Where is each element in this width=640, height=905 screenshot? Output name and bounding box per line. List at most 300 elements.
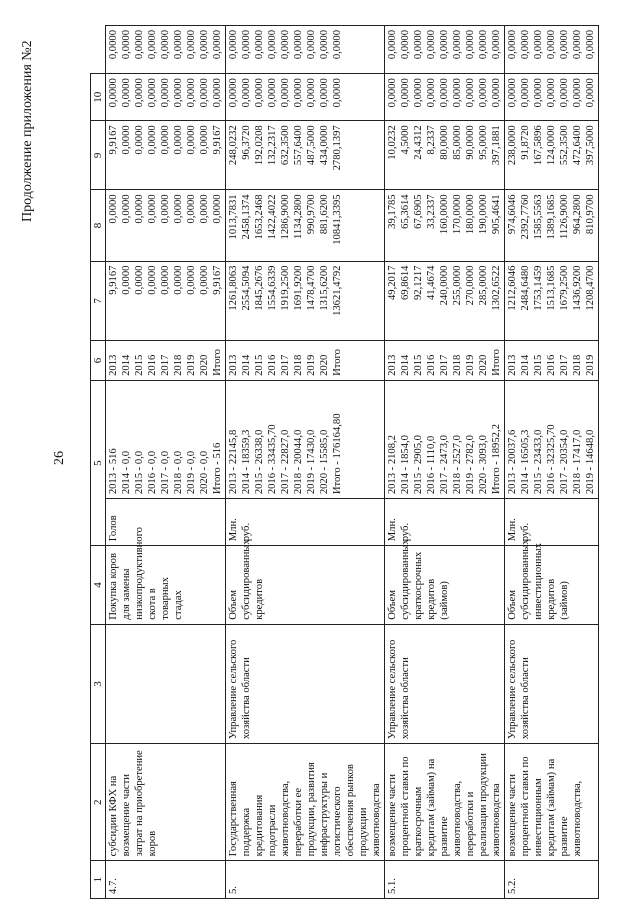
total-funding-value: 9,9167 [108,265,119,295]
total-funding-value: 1212,6046 [507,265,518,311]
years-value: 2017 [280,354,291,376]
federal-budget-value: 1422,4022 [267,194,278,240]
local-budget-value: 0,0000 [452,78,463,108]
other-sources-value: 0,0000 [520,30,531,60]
executor [106,624,226,743]
local-budget-value: 0,0000 [400,78,411,108]
years-value: 2018 [293,354,304,376]
target-values-value: 2014 - 18359,3 [241,429,252,495]
table-row [106,26,226,899]
years-value: 2019 [306,354,317,376]
target-values-value: 2017 - 2473,0 [439,435,450,495]
total-funding-value: 1261,8063 [228,265,239,311]
other-sources-value: 0,0000 [293,30,304,60]
federal-budget-value: 0,0000 [134,194,145,224]
regional-budget-value: 557,6400 [293,125,304,166]
years-value: 2015 [413,354,424,376]
local-budget [226,74,385,121]
page-number: 26 [52,451,67,465]
years-value: 2014 [121,354,132,376]
federal-budget-value: 67,6905 [413,194,424,229]
federal-budget-value: 1389,1685 [546,194,557,240]
federal-budget-value: 1013,7831 [228,194,239,240]
column-number-6: 6 [91,341,106,381]
total-funding-value: 2484,6480 [520,265,531,311]
regional-budget-value: 248,0232 [228,125,239,166]
unit: Млн. руб. [226,499,385,546]
target-values-value: 2018 - 20044,0 [293,429,304,495]
total-funding-value: 285,0000 [478,265,489,306]
column-number-1: 1 [91,861,106,899]
local-budget-value: 0,0000 [186,78,197,108]
other-sources-value: 0,0000 [332,30,343,60]
other-sources-value: 0,0000 [173,30,184,60]
total-funding-value: 0,0000 [121,265,132,295]
other-sources-value: 0,0000 [147,30,158,60]
years-value: 2015 [254,354,265,376]
years-value: 2019 [585,354,596,376]
regional-budget-value: 0,0000 [134,125,145,155]
regional-budget-value: 238,0000 [507,125,518,166]
other-sources-value: 0,0000 [387,30,398,60]
other-sources-value: 0,0000 [267,30,278,60]
total-funding-value: 1554,6339 [267,265,278,311]
years-value: 2014 [520,354,531,376]
years-value: 2014 [400,354,411,376]
executor: Управление сельского хозяйства области [505,624,599,743]
federal-budget-value: 65,3614 [400,194,411,229]
local-budget-value: 0,0000 [572,78,583,108]
total-funding-value: 1315,6200 [319,265,330,311]
total-funding-value: 1478,4700 [306,265,317,311]
other-sources [226,26,385,74]
regional-budget-value: 80,0000 [439,125,450,160]
other-sources-value: 0,0000 [228,30,239,60]
years-value: 2018 [572,354,583,376]
local-budget [385,74,505,121]
years [226,341,385,381]
local-budget-value: 0,0000 [559,78,570,108]
row-number: 5. [226,861,385,899]
target-values-value: 2013 - 22145,8 [228,429,239,495]
federal-budget-value: 190,0000 [478,194,489,235]
federal-budget-value: 0,0000 [108,194,119,224]
target-values-value: 2019 - 0,0 [186,450,197,495]
federal-budget [385,190,505,261]
federal-budget-value: 2392,7760 [520,194,531,240]
other-sources-value: 0,0000 [134,30,145,60]
target-values [106,380,226,498]
target-values-value: 2013 - 516 [108,448,119,495]
local-budget-value: 0,0000 [520,78,531,108]
total-funding-value: 1679,2500 [559,265,570,311]
total-funding-value: 1919,2500 [280,265,291,311]
total-funding-value: 270,0000 [465,265,476,306]
federal-budget-value: 1134,2800 [293,194,304,240]
target-values-value: 2019 - 2782,0 [465,435,476,495]
program-table [90,25,599,899]
federal-budget-value: 0,0000 [121,194,132,224]
regional-budget-value: 4,5000 [400,125,411,155]
regional-budget-value: 90,0000 [465,125,476,160]
measure-name: Государственная поддержка кредитования подотрасли животноводства, переработки ее продукции, развития инфраструктуры и логистического обеспечения рынков продукции животноводства [226,744,385,861]
regional-budget-value: 91,8720 [520,125,531,160]
local-budget-value: 0,0000 [134,78,145,108]
total-funding-value: 1691,9200 [293,265,304,311]
federal-budget [505,190,599,261]
other-sources-value: 0,0000 [319,30,330,60]
regional-budget-value: 434,0000 [319,125,330,166]
total-funding-value: 69,8614 [400,265,411,301]
target-values-value: 2014 - 1854,0 [400,435,411,495]
regional-budget-value: 0,0000 [160,125,171,155]
row-number: 5.1. [385,861,505,899]
years-value: 2016 [426,354,437,376]
total-funding-value: 1753,1459 [533,265,544,311]
column-number-row [91,26,106,899]
row-number: 4.7. [106,861,226,899]
target-values-value: 2017 - 22827,0 [280,429,291,495]
regional-budget-value: 0,0000 [121,125,132,155]
indicator: Объем субсидированных краткосрочных кредитов (займов) [385,546,505,625]
years-value: 2018 [173,354,184,376]
local-budget-value: 0,0000 [491,78,502,108]
regional-budget [385,121,505,190]
years-value: 2015 [533,354,544,376]
total-funding-value: 49,2017 [387,265,398,301]
federal-budget-value: 0,0000 [186,194,197,224]
appendix-continuation-title: Продолжение приложения №2 [20,40,35,222]
years-value: 2013 [228,354,239,376]
column-number-9: 9 [91,121,106,190]
regional-budget-value: 0,0000 [147,125,158,155]
total-funding-value: 1208,4700 [585,265,596,311]
other-sources-value: 0,0000 [199,30,210,60]
local-budget-value: 0,0000 [478,78,489,108]
local-budget-value: 0,0000 [319,78,330,108]
local-budget-value: 0,0000 [465,78,476,108]
local-budget [106,74,226,121]
executor: Управление сельского хозяйства области [385,624,505,743]
regional-budget-value: 9,9167 [212,125,223,155]
total-funding-value: 240,0000 [439,265,450,306]
target-values-value: 2015 - 26338,0 [254,429,265,495]
regional-budget-value: 132,2317 [267,125,278,166]
local-budget-value: 0,0000 [332,78,343,108]
other-sources-value: 0,0000 [533,30,544,60]
local-budget-value: 0,0000 [199,78,210,108]
row-number: 5.2. [505,861,599,899]
regional-budget-value: 472,6400 [572,125,583,166]
years [385,341,505,381]
years-value: 2013 [387,354,398,376]
target-values-value: Итого - 516 [212,442,223,495]
federal-budget-value: 810,9700 [585,194,596,235]
local-budget-value: 0,0000 [413,78,424,108]
other-sources-value: 0,0000 [186,30,197,60]
target-values-value: 2019 - 14648,0 [585,429,596,495]
federal-budget-value: 964,2800 [572,194,583,235]
years-value: 2020 [478,354,489,376]
regional-budget-value: 24,4312 [413,125,424,160]
federal-budget-value: 0,0000 [160,194,171,224]
target-values-value: 2014 - 16505,3 [520,429,531,495]
total-funding-value: 9,9167 [212,265,223,295]
other-sources-value: 0,0000 [491,30,502,60]
other-sources-value: 0,0000 [241,30,252,60]
column-number-8: 8 [91,190,106,261]
local-budget-value: 0,0000 [306,78,317,108]
regional-budget-value: 192,0208 [254,125,265,166]
regional-budget-value: 2780,1397 [332,125,343,171]
regional-budget-value: 0,0000 [173,125,184,155]
regional-budget-value: 397,5000 [585,125,596,166]
total-funding [226,261,385,341]
other-sources-value: 0,0000 [306,30,317,60]
local-budget-value: 0,0000 [241,78,252,108]
regional-budget-value: 9,9167 [108,125,119,155]
target-values-value: 2013 - 20037,6 [507,429,518,495]
regional-budget-value: 95,0000 [478,125,489,160]
other-sources-value: 0,0000 [212,30,223,60]
target-values-value: 2018 - 2527,0 [452,435,463,495]
local-budget-value: 0,0000 [121,78,132,108]
target-values-value: 2019 - 17430,0 [306,429,317,495]
regional-budget [106,121,226,190]
total-funding-value: 1302,6522 [491,265,502,311]
regional-budget-value: 487,5000 [306,125,317,166]
table-row [385,26,505,899]
other-sources-value: 0,0000 [254,30,265,60]
other-sources [106,26,226,74]
target-values-value: 2018 - 17417,0 [572,429,583,495]
years-value: Итого [491,349,502,376]
regional-budget-value: 167,5896 [533,125,544,166]
unit: Голов [106,499,226,546]
target-values-value: 2016 - 33435,70 [267,424,278,495]
federal-budget-value: 0,0000 [147,194,158,224]
total-funding [385,261,505,341]
measure-name: возмещение части процентной ставки по краткосрочным кредитам (займам) на развитие животноводства, переработки и реализации продукции животноводства [385,744,505,861]
total-funding-value: 92,1217 [413,265,424,301]
local-budget-value: 0,0000 [212,78,223,108]
target-values [505,380,599,498]
target-values-value: 2016 - 1110,0 [426,435,437,495]
federal-budget-value: 160,0000 [439,194,450,235]
other-sources-value: 0,0000 [108,30,119,60]
regional-budget-value: 8,2337 [426,125,437,155]
regional-budget-value: 85,0000 [452,125,463,160]
total-funding-value: 1513,1685 [546,265,557,311]
federal-budget [226,190,385,261]
federal-budget-value: 1126,9000 [559,194,570,240]
target-values-value: 2017 - 20354,0 [559,429,570,495]
other-sources-value: 0,0000 [439,30,450,60]
column-number-2: 2 [91,744,106,861]
local-budget-value: 0,0000 [267,78,278,108]
regional-budget-value: 632,3500 [280,125,291,166]
years-value: 2016 [147,354,158,376]
local-budget-value: 0,0000 [147,78,158,108]
other-sources [505,26,599,74]
years-value: 2017 [559,354,570,376]
measure-name: субсидии КФХ на возмещение части затрат на приобретение коров [106,744,226,861]
years-value: 2016 [267,354,278,376]
target-values-value: 2020 - 3093,0 [478,435,489,495]
federal-budget-value: 0,0000 [199,194,210,224]
local-budget-value: 0,0000 [387,78,398,108]
local-budget-value: 0,0000 [293,78,304,108]
years-value: 2019 [465,354,476,376]
regional-budget-value: 124,0000 [546,125,557,166]
local-budget-value: 0,0000 [426,78,437,108]
years-value: 2016 [546,354,557,376]
other-sources-value: 0,0000 [507,30,518,60]
unit: Млн. руб. [505,499,599,546]
other-sources-value: 0,0000 [559,30,570,60]
other-sources-value: 0,0000 [426,30,437,60]
years-value: 2020 [319,354,330,376]
target-values-value: 2015 - 0,0 [134,450,145,495]
years-value: 2020 [199,354,210,376]
federal-budget-value: 990,9700 [306,194,317,235]
local-budget-value: 0,0000 [160,78,171,108]
target-values-value: Итого - 18952,2 [491,424,502,495]
total-funding-value: 255,0000 [452,265,463,306]
years-value: Итого [332,349,343,376]
total-funding-value: 13621,4792 [332,265,343,316]
target-values [385,380,505,498]
federal-budget-value: 2458,1374 [241,194,252,240]
regional-budget-value: 397,1881 [491,125,502,166]
target-values-value: 2018 - 0,0 [173,450,184,495]
target-values-value: 2020 - 15585,0 [319,429,330,495]
federal-budget-value: 974,6046 [507,194,518,235]
federal-budget-value: 881,6200 [319,194,330,235]
local-budget-value: 0,0000 [108,78,119,108]
executor: Управление сельского хозяйства области [226,624,385,743]
years-value: 2019 [186,354,197,376]
local-budget-value: 0,0000 [533,78,544,108]
federal-budget-value: 1585,5563 [533,194,544,240]
target-values-value: 2016 - 32325,70 [546,424,557,495]
table-row [505,26,599,899]
other-sources-value: 0,0000 [585,30,596,60]
total-funding-value: 0,0000 [173,265,184,295]
target-values-value: 2015 - 2905,0 [413,435,424,495]
other-sources-value: 0,0000 [400,30,411,60]
total-funding [505,261,599,341]
target-values-value: 2016 - 0,0 [147,450,158,495]
total-funding-value: 0,0000 [186,265,197,295]
other-sources-value: 0,0000 [572,30,583,60]
years-value: 2014 [241,354,252,376]
federal-budget-value: 905,4641 [491,194,502,235]
federal-budget-value: 0,0000 [173,194,184,224]
local-budget-value: 0,0000 [280,78,291,108]
years-value: 2017 [160,354,171,376]
total-funding-value: 2554,5094 [241,265,252,311]
local-budget-value: 0,0000 [228,78,239,108]
total-funding [106,261,226,341]
other-sources [385,26,505,74]
measure-name: возмещение части процентной ставки по инвестиционным кредитам (займам) на развитие животноводства, [505,744,599,861]
federal-budget-value: 10841,3395 [332,194,343,245]
federal-budget-value: 0,0000 [212,194,223,224]
years-value: 2018 [452,354,463,376]
federal-budget [106,190,226,261]
years [505,341,599,381]
years-value: 2017 [439,354,450,376]
indicator: Объем субсидированных инвестиционных кредитов (займов) [505,546,599,625]
local-budget-value: 0,0000 [173,78,184,108]
total-funding-value: 0,0000 [147,265,158,295]
regional-budget-value: 10,0232 [387,125,398,160]
years-value: 2013 [108,354,119,376]
regional-budget-value: 0,0000 [186,125,197,155]
target-values-value: 2014 - 0,0 [121,450,132,495]
total-funding-value: 0,0000 [160,265,171,295]
target-values [226,380,385,498]
indicator: Объем субсидированных кредитов [226,546,385,625]
other-sources-value: 0,0000 [465,30,476,60]
years-value: 2015 [134,354,145,376]
total-funding-value: 1845,2676 [254,265,265,311]
total-funding-value: 0,0000 [199,265,210,295]
column-number-4: 4 [91,546,106,625]
column-number-5: 5 [91,380,106,545]
federal-budget-value: 39,1785 [387,194,398,229]
unit: Млн. руб. [385,499,505,546]
regional-budget [226,121,385,190]
local-budget-value: 0,0000 [254,78,265,108]
other-sources-value: 0,0000 [478,30,489,60]
local-budget-value: 0,0000 [507,78,518,108]
years-value: 2013 [507,354,518,376]
other-sources-value: 0,0000 [546,30,557,60]
local-budget-value: 0,0000 [585,78,596,108]
local-budget-value: 0,0000 [439,78,450,108]
table-row [226,26,385,899]
years-value: Итого [212,349,223,376]
total-funding-value: 1436,9200 [572,265,583,311]
federal-budget-value: 1653,2468 [254,194,265,240]
regional-budget-value: 552,3500 [559,125,570,166]
column-number-7: 7 [91,261,106,341]
regional-budget [505,121,599,190]
target-values-value: 2020 - 0,0 [199,450,210,495]
other-sources-value: 0,0000 [280,30,291,60]
indicator: Покупка коров для замены низкопродуктивного скота в товарных стадах [106,546,226,625]
target-values-value: Итого - 176164,80 [332,413,343,495]
total-funding-value: 41,4674 [426,265,437,301]
other-sources-value: 0,0000 [160,30,171,60]
target-values-value: 2015 - 23433,0 [533,429,544,495]
total-funding-value: 0,0000 [134,265,145,295]
years [106,341,226,381]
other-sources-value: 0,0000 [413,30,424,60]
federal-budget-value: 33,2337 [426,194,437,229]
target-values-value: 2017 - 0,0 [160,450,171,495]
federal-budget-value: 180,0000 [465,194,476,235]
federal-budget-value: 170,0000 [452,194,463,235]
column-number-3: 3 [91,624,106,743]
column-number-10: 10 [91,74,106,121]
other-sources-value: 0,0000 [121,30,132,60]
local-budget-value: 0,0000 [546,78,557,108]
regional-budget-value: 0,0000 [199,125,210,155]
regional-budget-value: 96,3720 [241,125,252,160]
